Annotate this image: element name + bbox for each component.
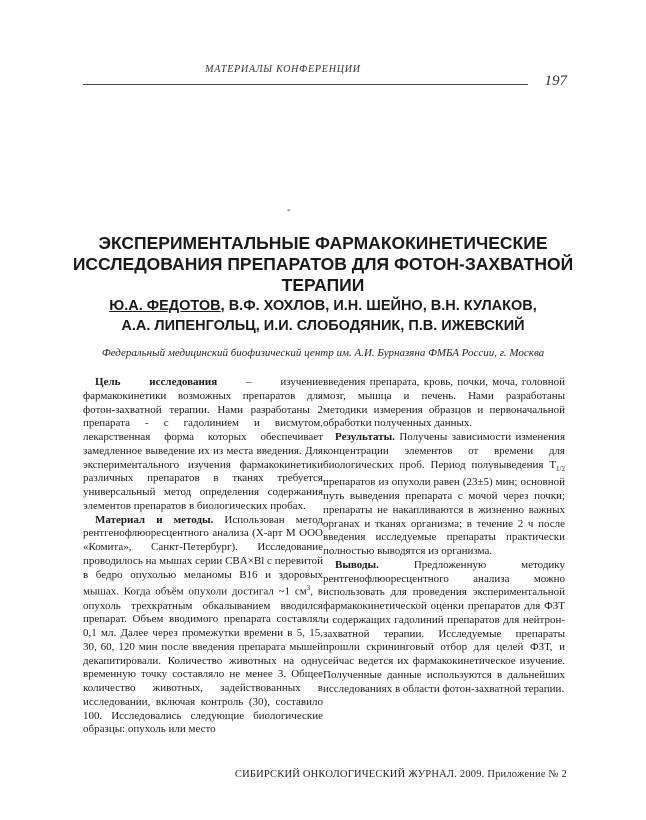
conclusions-text: Предложенную методику рентгенофлюоресцентного анализа можно использовать для проведения экспериментальной фармакокинетической оценки препаратов для ФЗТ и содержащих гадолиний препаратов для нейтрон-захватной терапии. Исследуемые препараты прошли скрининговый отбор для целей ФЗТ, и сейчас ведется их фармакокинетическое изучение. Полученные данные используются в дальнейших исследованиях в области фотон-захватной терапии. bbox=[323, 558, 565, 695]
methods-text-1: Использован метод рентгенофлюоресцентного анализа (Х-арт М ООО «Комита», Санкт-Петербург). Исследование проводилось на мышах серии CBA×Bl с перевитой в бедро опухолью меланомы B16 и здоровых мышах. Когда объём опухоли достигал ~1 см bbox=[83, 513, 323, 598]
title-line-2: ИССЛЕДОВАНИЯ ПРЕПАРАТОВ ДЛЯ ФОТОН-ЗАХВАТНОЙ bbox=[72, 254, 574, 274]
results-heading: Результаты. bbox=[335, 431, 395, 443]
title-line-3: ТЕРАПИИ bbox=[281, 275, 365, 295]
results-text-1: Получены зависимости изменения концентрации элементов от времени для биологических проб. Период полувыведения Т bbox=[323, 431, 565, 471]
conclusions-paragraph bbox=[323, 559, 565, 697]
methods-paragraph bbox=[83, 514, 323, 738]
half-life-subscript: 1/2 bbox=[556, 464, 565, 473]
running-head: МАТЕРИАЛЫ КОНФЕРЕНЦИИ bbox=[205, 64, 361, 75]
authors-line-1: , В.Ф. ХОХЛОВ, И.Н. ШЕЙНО, В.Н. КУЛАКОВ, bbox=[220, 298, 537, 314]
authors-line-2: А.А. ЛИПЕНГОЛЬЦ, И.И. СЛОБОДЯНИК, П.В. ИЖЕВСКИЙ bbox=[121, 318, 525, 334]
right-column bbox=[323, 376, 565, 696]
methods-superscript: 3 bbox=[306, 584, 311, 593]
left-column bbox=[83, 376, 323, 737]
aim-heading: Цель исследования bbox=[95, 376, 218, 388]
title-line-1: ЭКСПЕРИМЕНТАЛЬНЫЕ ФАРМАКОКИНЕТИЧЕСКИЕ bbox=[98, 233, 548, 253]
results-paragraph bbox=[323, 431, 565, 559]
author-list bbox=[60, 296, 586, 336]
separator-dash: - bbox=[287, 205, 291, 216]
aim-paragraph bbox=[83, 376, 323, 514]
results-text-2: препаратов из опухоли равен (23±5) мин; основной путь выведения препарата с мочой через почки; препараты не накапливаются в жизненно важных органах и тканях организма; в течение 2 ч после введения исследуемые препараты практически полностью выводятся из организма. bbox=[323, 476, 565, 558]
methods-continuation: введения препарата, кровь, почки, моча, головной мозг, мышца и печень. Нами разработаны методики измерения образцов и первоначальной обработки полученных данных. bbox=[323, 376, 565, 430]
lead-author: Ю.А. ФЕДОТОВ bbox=[109, 298, 221, 314]
page-number: 197 bbox=[544, 73, 567, 89]
header-rule bbox=[83, 84, 528, 85]
journal-footer: СИБИРСКИЙ ОНКОЛОГИЧЕСКИЙ ЖУРНАЛ. 2009. Приложение № 2 bbox=[234, 769, 567, 780]
methods-text-2: , в опухоль трехкратным обкалыванием вводился препарат. Объем вводимого препарата составлял 0,1 мл. Далее через промежутки времени в 5, 15, 30, 60, 120 мин после введения препарата мышей декапитировали. Количество животных на одну временную точку составляло не менее 3. Общее количество животных, задействованных в исследовании, включая контроль (30), составило 100. Исследовались следующие биологические образцы: опухоль или место bbox=[83, 585, 323, 736]
aim-text: – изучение фармакокинетики возможных препаратов для фотон-захватной терапии. Нами разработаны 2 препарата - с гадолинием и висмутом, лекарственная форма которых обеспечивает замедленное выведение их из места введения. Для экспериментального изучения фармакокинетики различных препаратов в тканях требуется универсальный метод определения содержания элементов препаратов в биологических пробах. bbox=[83, 376, 323, 512]
article-title bbox=[60, 233, 586, 296]
methods-heading: Материал и методы. bbox=[95, 513, 214, 526]
conclusions-heading: Выводы. bbox=[335, 558, 379, 571]
affiliation: Федеральный медицинский биофизический центр им. А.И. Бурназяна ФМБА России, г. Москва bbox=[101, 347, 545, 359]
